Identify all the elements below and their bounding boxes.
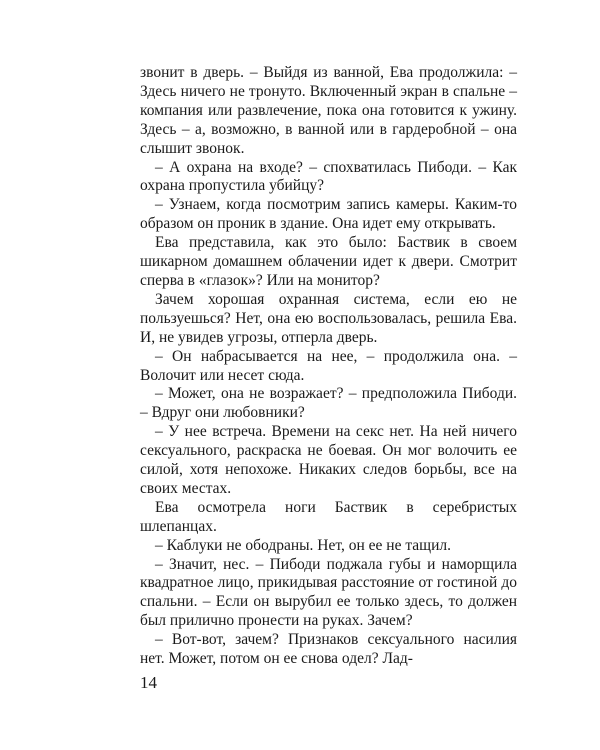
paragraph: – А охрана на входе? – спохватилась Пибоди. – Как охрана пропустила убийцу?	[140, 158, 517, 195]
paragraph: – Каблуки не ободраны. Нет, он ее не тащил.	[155, 536, 452, 554]
paragraph: Ева представила, как это было: Баствик в своем шикарном домашнем облачении идет к двери. Смотрит сперва в «глазок»? Или на монитор?	[140, 234, 517, 289]
paragraph: – Узнаем, когда посмотрим запись камеры. Каким-то образом он проник в здание. Она идет ему открывать.	[140, 196, 517, 233]
paragraph: – Может, она не возражает? – предположила Пибоди. – Вдруг они любовники?	[140, 385, 517, 422]
paragraph: – Вот-вот, зачем? Признаков сексуального насилия нет. Может, потом он ее снова одел? Лад-	[140, 631, 517, 668]
paragraph: – Значит, нес. – Пибоди поджала губы и наморщила квадратное лицо, прикидывая расстояние от гостиной до спальни. – Если он вырубил ее только здесь, то должен был прилично пронести на руках. Зачем?	[140, 555, 517, 630]
page-number: 14	[140, 673, 157, 692]
paragraph: Зачем хорошая охранная система, если ею не пользуешься? Нет, она ею воспользовалась, решила Ева. И, не увидев угрозы, отперла дверь.	[140, 290, 517, 346]
body-text	[140, 64, 517, 669]
paragraph: звонит в дверь. – Выйдя из ванной, Ева продолжила: – Здесь ничего не тронуто. Включенный экран в спальне – компания или развлечение, пока она готовится к ужину. Здесь – а, возможно, в ванной или в гардеробной – она слышит звонок.	[140, 64, 517, 157]
paragraph: – Он набрасывается на нее, – продолжила она. – Волочит или несет сюда.	[140, 347, 517, 384]
paragraph: Ева осмотрела ноги Баствик в серебристых шлепанцах.	[140, 498, 517, 535]
paragraph: – У нее встреча. Времени на секс нет. На ней ничего сексуального, раскраска не боевая. Он мог волочить ее силой, хотя непохоже. Никаких следов борьбы, все на своих местах.	[140, 423, 517, 497]
